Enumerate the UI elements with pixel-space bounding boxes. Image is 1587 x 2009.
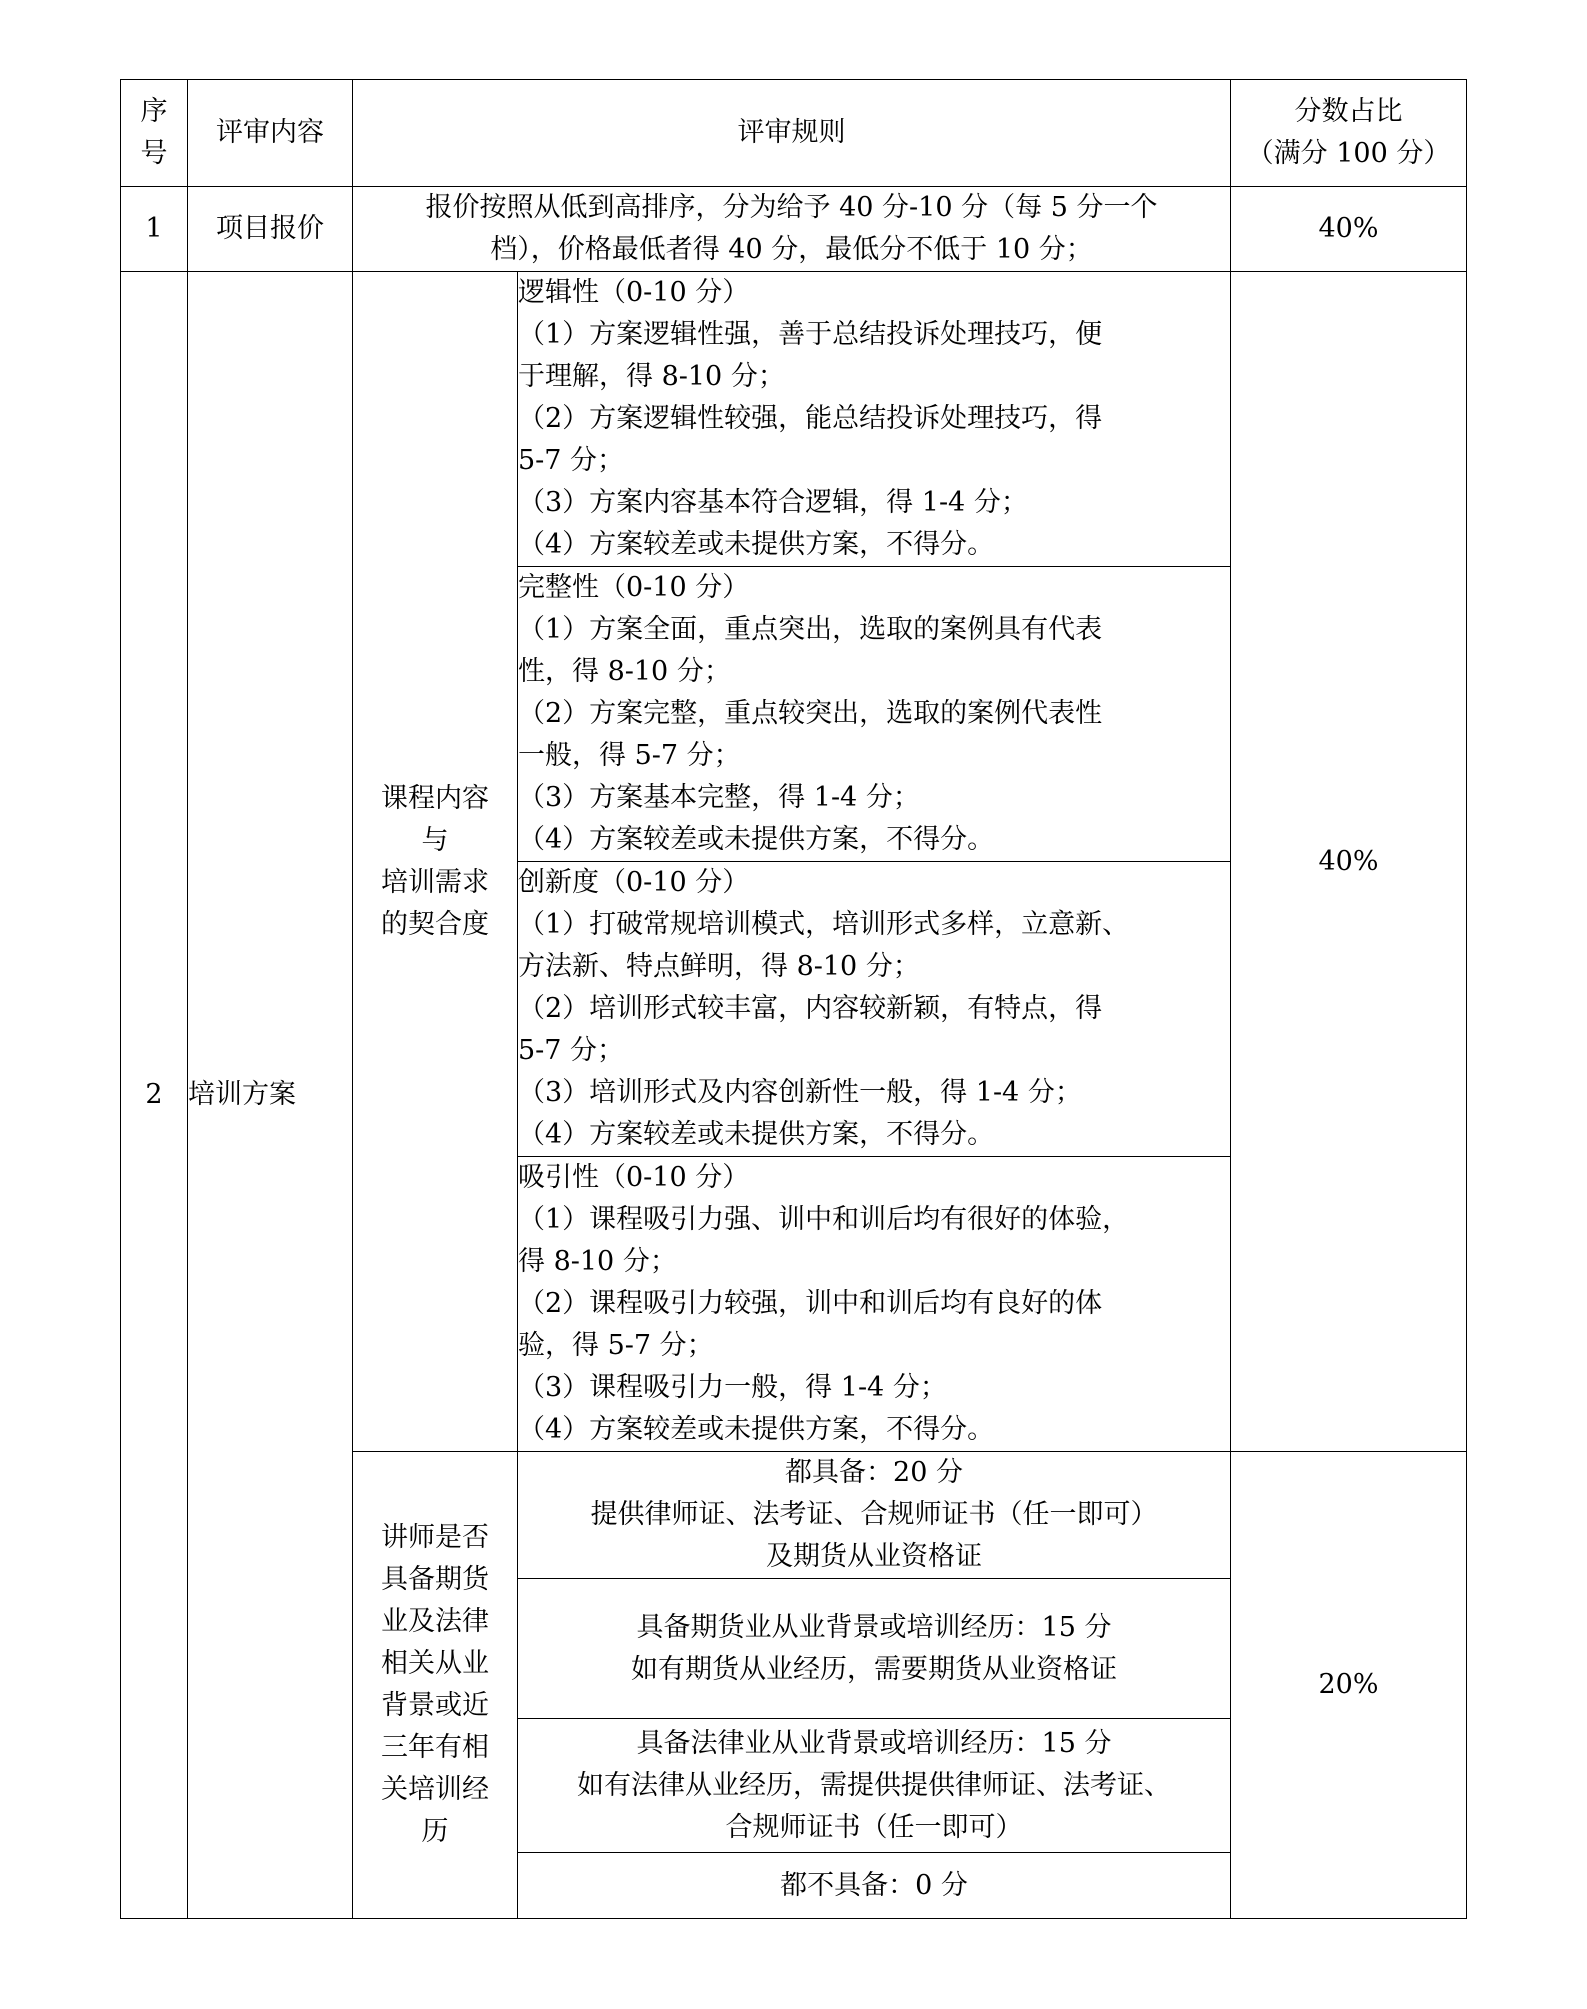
group1-ratio: 40%	[1231, 272, 1467, 1452]
rule-line: 5-7 分；	[518, 445, 625, 476]
table-row	[121, 187, 1467, 272]
row2-content: 培训方案	[188, 272, 353, 1919]
rule-line: （3）培训形式及内容创新性一般，得 1-4 分；	[518, 1077, 1082, 1108]
tier-line: 及期货从业资格证	[766, 1541, 982, 1572]
header-ratio-line: （满分 100 分）	[1246, 138, 1451, 169]
group2-ratio: 20%	[1231, 1452, 1467, 1919]
row1-content: 项目报价	[188, 187, 353, 272]
row1-rules	[353, 187, 1231, 272]
sub-line: 与	[421, 824, 449, 856]
row1-seq: 1	[121, 187, 188, 272]
rule-line: 得 8-10 分；	[518, 1246, 677, 1277]
rule-line: （4）方案较差或未提供方案，不得分。	[518, 1414, 995, 1445]
tier-legal	[518, 1719, 1231, 1853]
header-seq-line: 序	[140, 96, 168, 127]
header-ratio	[1231, 80, 1467, 187]
rule-line: （3）方案内容基本符合逻辑，得 1-4 分；	[518, 487, 1028, 518]
rule-line: （1）课程吸引力强、训中和训后均有很好的体验，	[518, 1204, 1130, 1235]
rule-line: 吸引性（0-10 分）	[518, 1162, 750, 1193]
tier-line: 具备法律业从业背景或培训经历：15 分	[636, 1727, 1112, 1759]
rule-line: （4）方案较差或未提供方案，不得分。	[518, 529, 995, 560]
rule-line: （2）课程吸引力较强，训中和训后均有良好的体	[518, 1288, 1103, 1319]
rule-line: （3）方案基本完整，得 1-4 分；	[518, 782, 920, 813]
tier-line: 都具备：20 分	[785, 1457, 963, 1488]
tier-none	[518, 1853, 1231, 1919]
rule-block-logic	[518, 272, 1231, 567]
tier-line: 提供律师证、法考证、合规师证书（任一即可）	[590, 1499, 1158, 1530]
rule-line: （4）方案较差或未提供方案，不得分。	[518, 1119, 995, 1150]
sub-line: 关培训经	[381, 1774, 489, 1805]
rule-line: （2）培训形式较丰富，内容较新颖，有特点，得	[518, 993, 1103, 1024]
tier-line: 合规师证书（任一即可）	[725, 1811, 1023, 1843]
sub-line: 的契合度	[381, 908, 489, 940]
header-content: 评审内容	[188, 80, 353, 187]
rule-line: 完整性（0-10 分）	[518, 572, 750, 603]
rule-line: 性，得 8-10 分；	[518, 656, 731, 687]
header-seq-line: 号	[140, 138, 168, 169]
rule-line: （1）方案全面，重点突出，选取的案例具有代表	[518, 614, 1103, 645]
sub-line: 背景或近	[381, 1690, 489, 1721]
header-row	[121, 80, 1467, 187]
sub-line: 讲师是否	[381, 1522, 489, 1553]
rule-line: 档），价格最低者得 40 分，最低分不低于 10 分；	[490, 234, 1093, 265]
tier-line: 具备期货业从业背景或培训经历：15 分	[636, 1611, 1112, 1643]
header-ratio-line: 分数占比	[1294, 96, 1403, 127]
sub-line: 三年有相	[381, 1732, 489, 1763]
tier-line: 都不具备：0 分	[780, 1869, 968, 1901]
header-rules: 评审规则	[353, 80, 1231, 187]
row2-seq: 2	[121, 272, 188, 1919]
rule-block-completeness	[518, 567, 1231, 862]
group2-subcriterion	[353, 1452, 518, 1919]
rule-block-innovation	[518, 862, 1231, 1157]
rule-line: （1）打破常规培训模式，培训形式多样，立意新、	[518, 909, 1130, 940]
rule-line: 一般，得 5-7 分；	[518, 740, 741, 771]
sub-line: 业及法律	[381, 1606, 489, 1637]
table-row	[121, 272, 1467, 567]
tier-line: 如有期货从业经历，需要期货从业资格证	[631, 1653, 1117, 1685]
scoring-table	[120, 79, 1467, 1919]
group1-subcriterion	[353, 272, 518, 1452]
rule-line: （2）方案完整，重点较突出，选取的案例代表性	[518, 698, 1103, 729]
rule-line: 验，得 5-7 分；	[518, 1330, 714, 1361]
rule-line: 创新度（0-10 分）	[518, 867, 750, 898]
rule-line: 于理解，得 8-10 分；	[518, 361, 785, 392]
row1-ratio: 40%	[1231, 187, 1467, 272]
sub-line: 历	[421, 1816, 449, 1847]
rule-line: （4）方案较差或未提供方案，不得分。	[518, 824, 995, 855]
rule-line: （1）方案逻辑性强，善于总结投诉处理技巧，便	[518, 319, 1103, 350]
rule-line: （2）方案逻辑性较强，能总结投诉处理技巧，得	[518, 403, 1103, 434]
sub-line: 课程内容	[381, 782, 489, 814]
rule-block-attractiveness	[518, 1157, 1231, 1452]
rule-line: （3）课程吸引力一般，得 1-4 分；	[518, 1372, 947, 1403]
rule-line: 5-7 分；	[518, 1035, 625, 1066]
sub-line: 具备期货	[381, 1564, 489, 1595]
tier-futures	[518, 1579, 1231, 1719]
header-seq	[121, 80, 188, 187]
rule-line: 报价按照从低到高排序，分为给予 40 分-10 分（每 5 分一个	[425, 192, 1158, 223]
sub-line: 培训需求	[381, 866, 489, 898]
tier-all-qualified	[518, 1452, 1231, 1579]
rule-line: 方法新、特点鲜明，得 8-10 分；	[518, 951, 920, 982]
sub-line: 相关从业	[381, 1648, 489, 1679]
tier-line: 如有法律从业经历，需提供提供律师证、法考证、	[577, 1769, 1171, 1801]
rule-line: 逻辑性（0-10 分）	[518, 277, 750, 308]
